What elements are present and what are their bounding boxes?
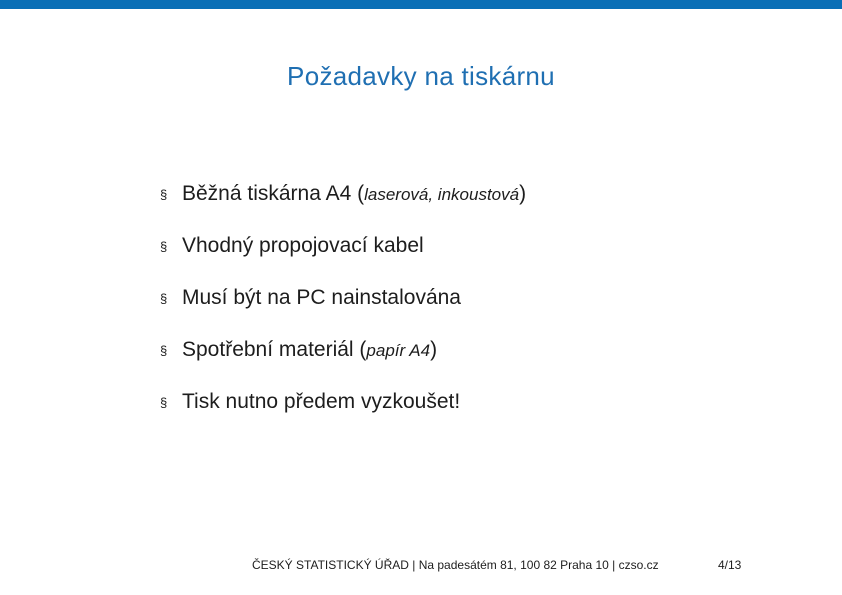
bullet-item (160, 220, 526, 272)
square-bullet-icon: § (160, 394, 168, 410)
square-bullet-icon: § (160, 342, 168, 358)
top-accent-bar (0, 0, 842, 9)
page-number: 4/13 (718, 558, 742, 572)
bullet-item (160, 168, 526, 220)
bullet-item (160, 324, 526, 376)
square-bullet-icon: § (160, 238, 168, 254)
bullet-text: Tisk nutno předem vyzkoušet! (182, 390, 461, 413)
bullet-text: Vhodný propojovací kabel (182, 234, 424, 257)
square-bullet-icon: § (160, 290, 168, 306)
bullet-item (160, 376, 526, 428)
bullet-text: Běžná tiskárna A4 (laserová, inkoustová) (182, 182, 527, 205)
slide-title: Požadavky na tiskárnu (287, 61, 555, 91)
bullet-text: Spotřební materiál (papír A4) (182, 338, 438, 361)
square-bullet-icon: § (160, 186, 168, 202)
bullet-text: Musí být na PC nainstalována (182, 286, 461, 309)
footer-text: ČESKÝ STATISTICKÝ ÚŘAD | Na padesátém 81, 100 82 Praha 10 | czso.cz (252, 558, 659, 572)
bullet-item (160, 272, 526, 324)
bullet-list (160, 168, 526, 428)
